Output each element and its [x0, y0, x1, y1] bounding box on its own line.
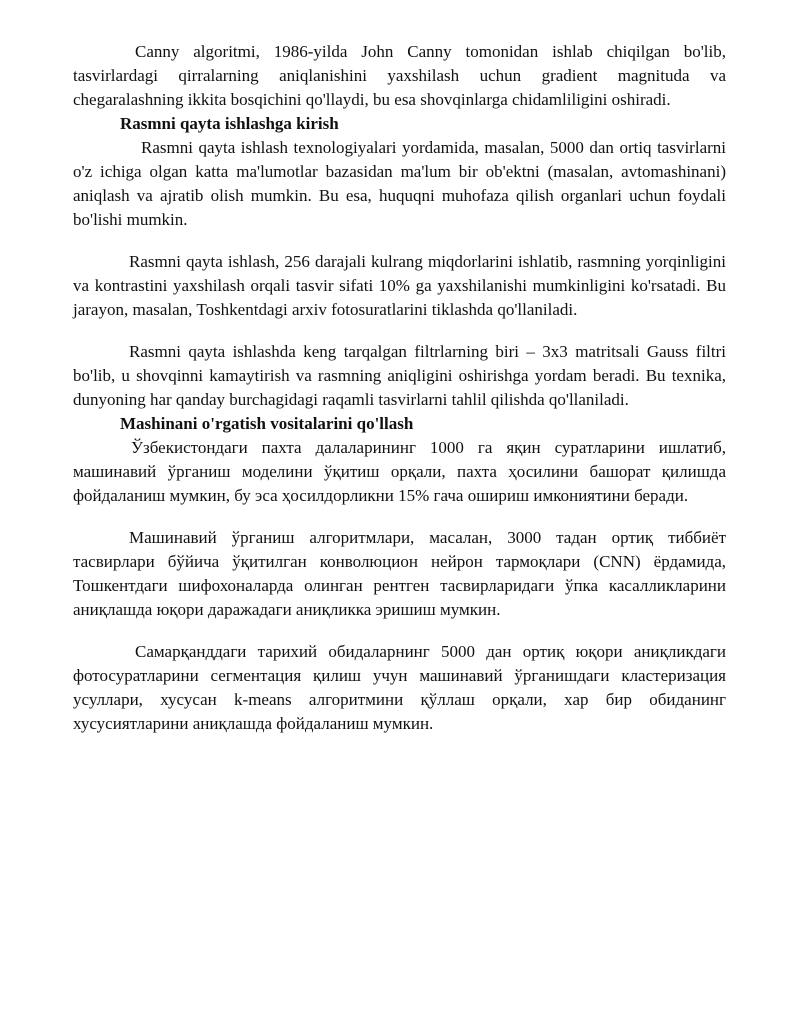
- section-heading-image-processing: Rasmni qayta ishlashga kirish: [120, 114, 339, 133]
- paragraph-cnn-medical: Машинавий ўрганиш алгоритмлари, масалан, 3000 тадан ортиқ тиббиёт тасвирлари бўйича ўқитилган конволюцион нейрон тармоқлари (CNN) ёрдамида, Тошкентдаги шифохоналарда олинган рентген тасвирларидаги ўпка касалликларини аниқлашда юқори даражадаги аниқликка эришиш мумкин.: [73, 528, 726, 619]
- paragraph-gauss-filter: Rasmni qayta ishlashda keng tarqalgan filtrlarning biri – 3x3 matritsali Gauss filtri bo'lib, u shovqinni kamaytirish va rasmning aniqligini oshirishga yordam beradi. Bu texnika, dunyoning har qanday burchagidagi raqamli tasvirlarni tahlil qilishda qo'llaniladi.: [73, 342, 726, 409]
- section-heading-machine-learning: Mashinani o'rgatish vositalarini qo'llash: [120, 414, 414, 433]
- paragraph-cotton-fields: Ўзбекистондаги пахта далаларининг 1000 га яқин суратларини ишлатиб, машинавий ўрганиш моделини ўқитиш орқали, пахта ҳосилини башорат қилишда фойдаланиш мумкин, бу эса ҳосилдорликни 15% гача ошириш имкониятини беради.: [73, 438, 726, 505]
- paragraph-grayscale: Rasmni qayta ishlash, 256 darajali kulrang miqdorlarini ishlatib, rasmning yorqinligini va kontrastini yaxshilash orqali tasvir sifati 10% ga yaxshilanishi mumkinligini ko'rsatadi. Bu jarayon, masalan, Toshkentdagi arxiv fotosuratlarini tiklashda qo'llaniladi.: [73, 252, 726, 319]
- document-page: [73, 40, 726, 736]
- paragraph-image-processing-intro: Rasmni qayta ishlash texnologiyalari yordamida, masalan, 5000 dan ortiq tasvirlarni o'z ichiga olgan katta ma'lumotlar bazasidan ma'lum bir ob'ektni (masalan, avtomashinani) aniqlash va ajratib olish mumkin. Bu esa, huquqni muhofaza qilish organlari uchun foydali bo'lishi mumkin.: [73, 138, 726, 229]
- paragraph-samarkand-monuments: Самарқанддаги тарихий обидаларнинг 5000 дан ортиқ юқори аниқликдаги фотосуратларини сегментация қилиш учун машинавий ўрганишдаги кластеризация усуллари, хусусан k-means алгоритмини қўллаш орқали, хар бир обиданинг хусусиятларини аниқлашда фойдаланиш мумкин.: [73, 642, 726, 733]
- paragraph-canny: Canny algoritmi, 1986-yilda John Canny tomonidan ishlab chiqilgan bo'lib, tasvirlardagi qirralarning aniqlanishini yaxshilash uchun gradient magnituda va chegaralashning ikkita bosqichini qo'llaydi, bu esa shovqinlarga chidamliligini oshiradi.: [73, 42, 726, 109]
